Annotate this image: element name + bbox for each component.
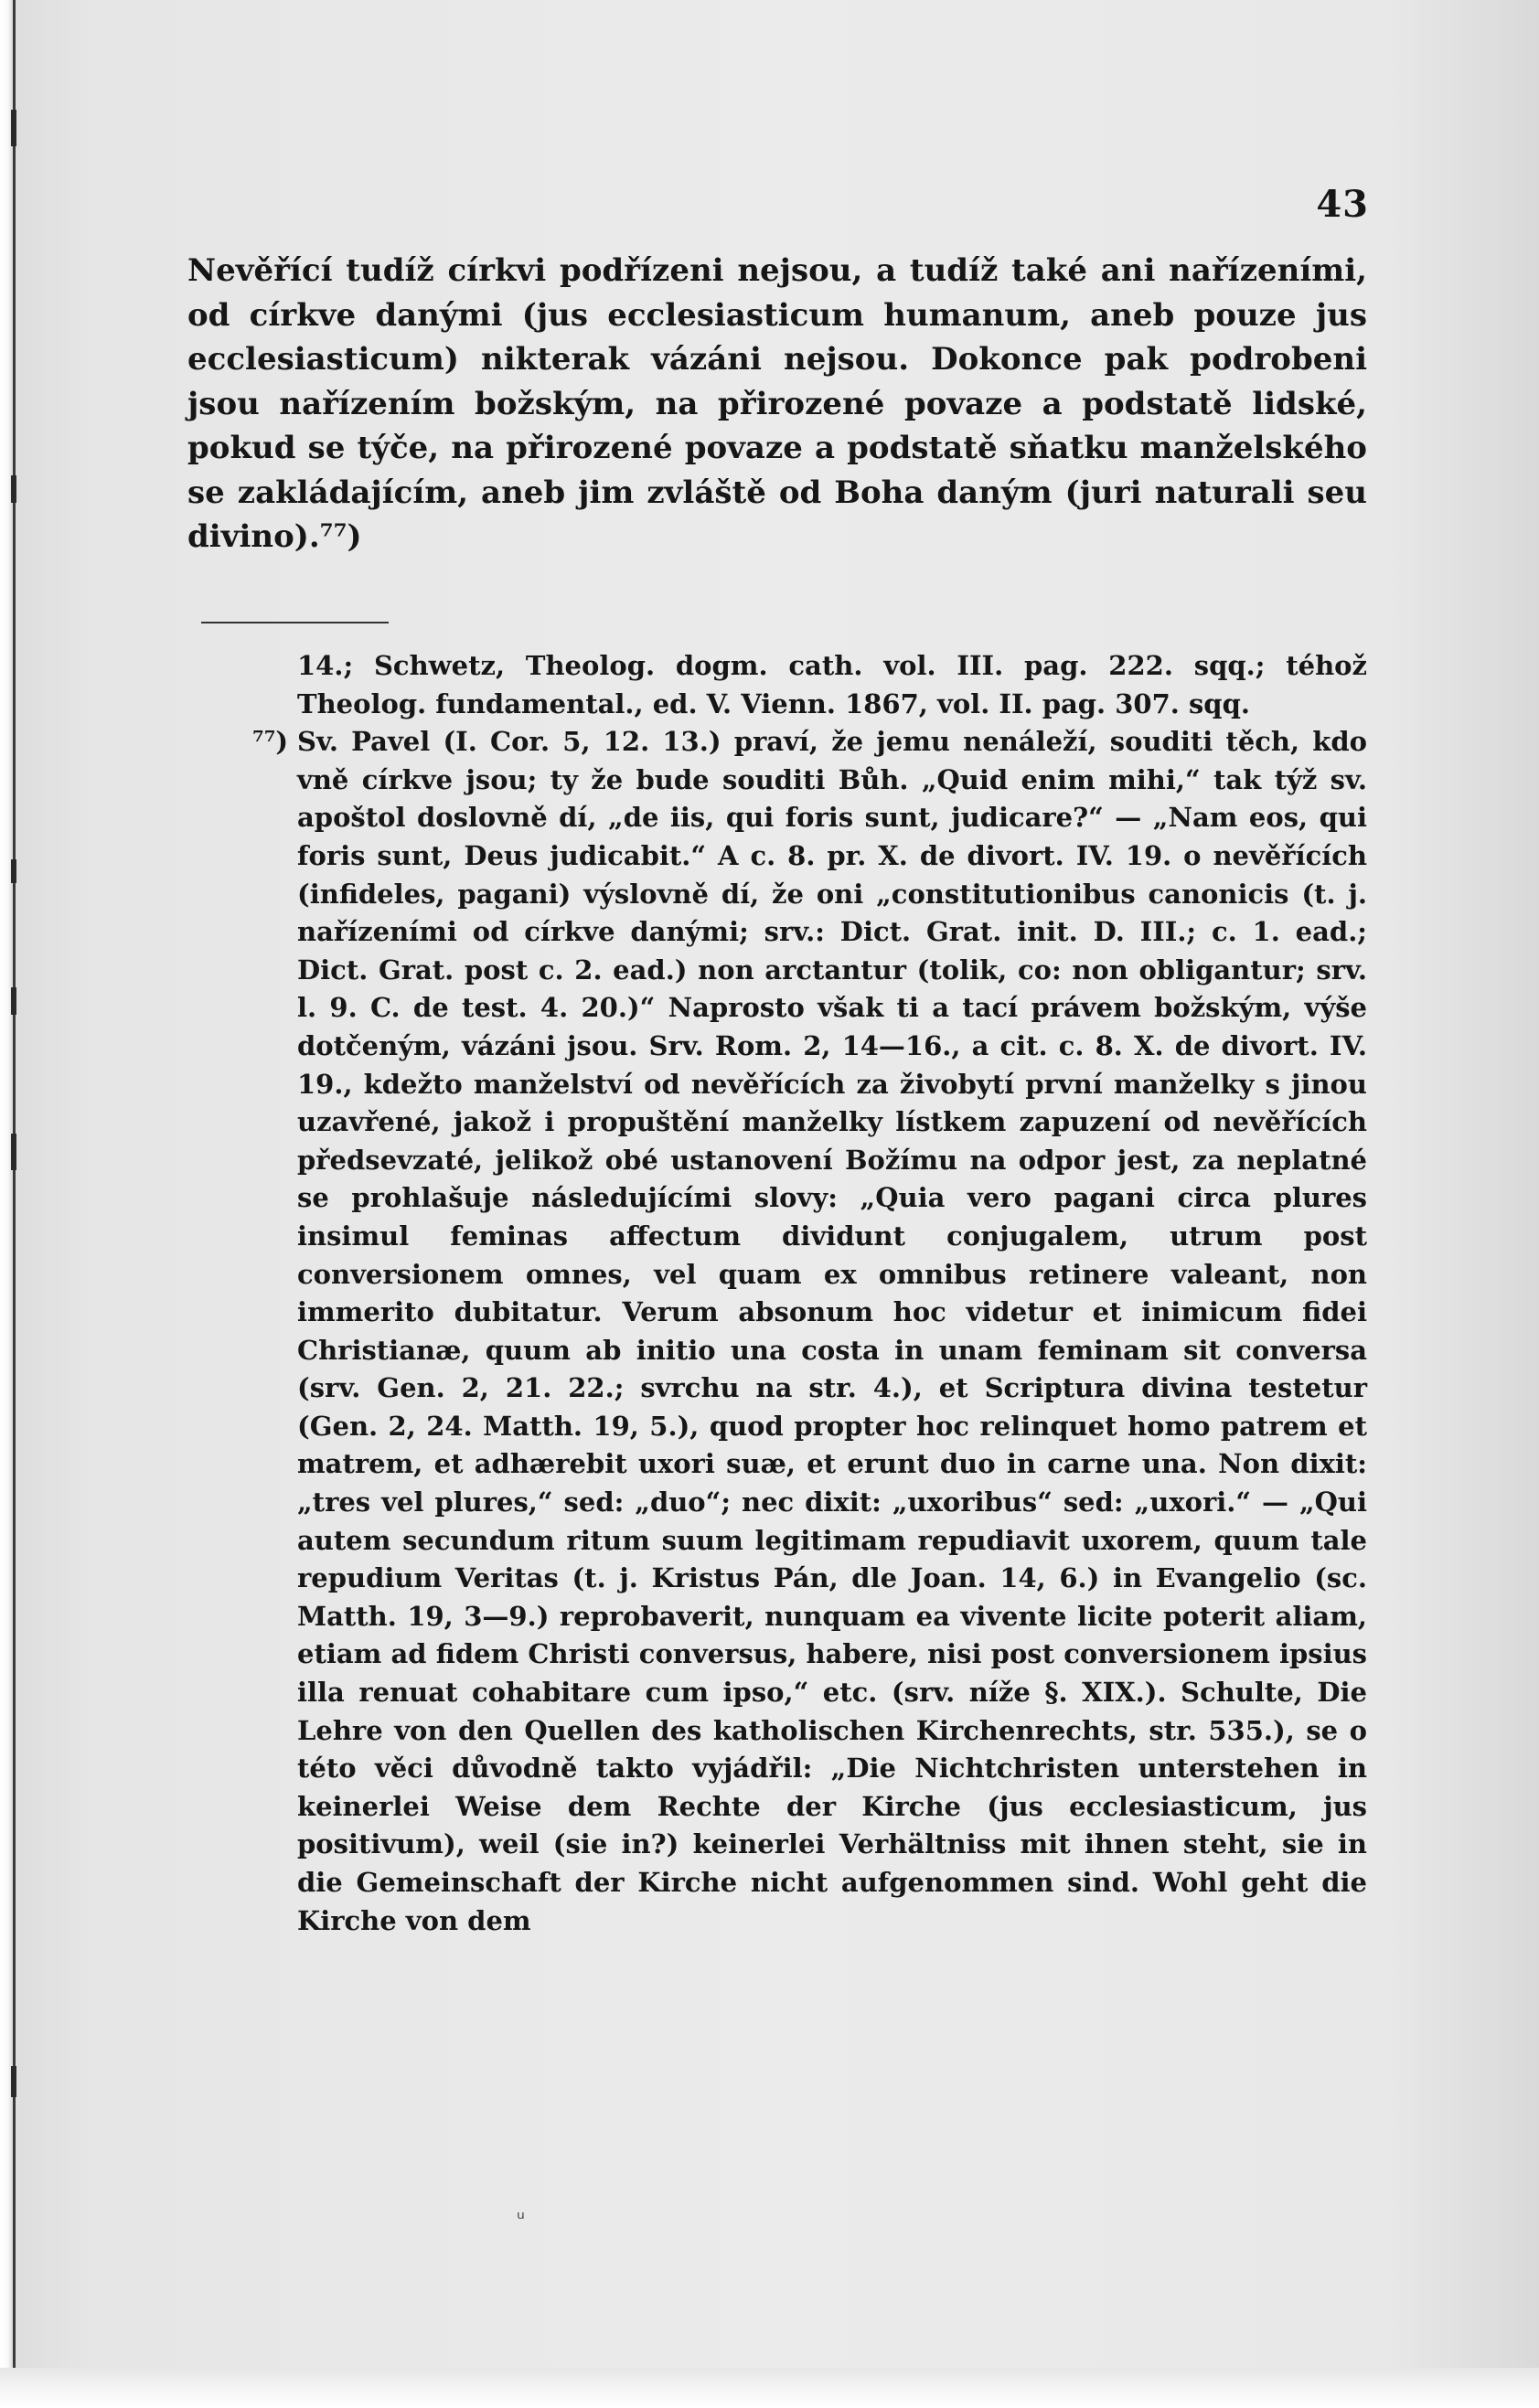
footnote-text: 14.; Schwetz, Theolog. dogm. cath. vol. III. pag. 222. sqq.; téhož Theolog. fundamental., ed. V. Vienn. 1867, vol. II. pag. 307. sqq. bbox=[297, 650, 1367, 719]
footnote-text: Sv. Pavel (I. Cor. 5, 12. 13.) praví, že jemu nenáleží, souditi těch, kdo vně církve jsou; ty že bude souditi Bůh. „Quid enim mihi,“ tak týž sv. apoštol doslovně dí, „de iis, qui foris sunt, judicare?“ — „Nam eos, qui foris sunt, Deus judicabit.“ A c. 8. pr. X. de divort. IV. 19. o nevěřících (infideles, pagani) výslovně dí, že oni „constitutionibus canonicis (t. j. nařízeními od církve danými; srv.: Dict. Grat. init. D. III.; c. 1. ead.; Dict. Grat. post c. 2. ead.) non arctantur (tolik, co: non obligantur; srv. l. 9. C. de test. 4. 20.)“ Naprosto však ti a tací právem božským, výše dotčeným, vázáni jsou. Srv. Rom. 2, 14—16., a cit. c. 8. X. de divort. IV. 19., kdežto manželství od nevěřících za živobytí první manželky s jinou uzavřené, jakož i propuštění manželky lístkem zapuzení od nevěřících předsevzaté, jelikož obé ustanovení Božímu na odpor jest, za neplatné se prohlašuje následujícími slovy: „Quia vero pagani circa plures insimul feminas affectum dividunt conjugalem, utrum post conversionem omnes, vel quam ex omnibus retinere valeant, non immerito dubitatur. Verum absonum hoc videtur et inimicum fidei Christianæ, quum ab initio una costa in unam feminam sit conversa (srv. Gen. 2, 21. 22.; svrchu na str. 4.), et Scriptura divina testetur (Gen. 2, 24. Matth. 19, 5.), quod propter hoc relinquet homo patrem et matrem, et adhærebit uxori suæ, et erunt duo in carne una. Non dixit: „tres vel plures,“ sed: „duo“; nec dixit: „uxoribus“ sed: „uxori.“ — „Qui autem secundum ritum suum legitimam repudiavit uxorem, quum tale repudium Veritas (t. j. Kristus Pán, dle Joan. 14, 6.) in Evangelio (sc. Matth. 19, 3—9.) reprobaverit, nunquam ea vivente licite poterit aliam, etiam ad fidem Christi conversus, habere, nisi post conversionem ipsius illa renuat cohabitare cum ipso,“ etc. (srv. níže §. XIX.). Schulte, Die Lehre von den Quellen des katholischen Kirchenrechts, str. 535.), se o této věci důvodně takto vyjádřil: „Die Nichtchristen unterstehen in keinerlei Weise dem Rechte der Kirche (jus ecclesiasticum, jus positivum), weil (sie in?) keinerlei Verhältniss mit ihnen steht, sie in die Gemeinschaft der Kirche nicht aufgenommen sind. Wohl geht die Kirche von dem bbox=[297, 726, 1367, 1936]
footnote-separator bbox=[201, 622, 389, 623]
footnotes bbox=[187, 647, 1367, 1940]
main-paragraph: Nevěřící tudíž církvi podřízeni nejsou, a tudíž také ani nařízeními, od církve danými (jus ecclesiasticum humanum, aneb pouze jus ecclesiasticum) nikterak vázáni nejsou. Dokonce pak podrobeni jsou nařízením božským, na přirozené povaze a podstatě lidské, pokud se týče, na přirozené povaze a podstatě sňatku manželského se zakládajícím, aneb jim zvláště od Boha daným (juri naturali seu divino).⁷⁷) bbox=[187, 252, 1367, 555]
page-number: 43 bbox=[1316, 183, 1369, 226]
footnote-77 bbox=[187, 723, 1367, 1940]
footnote-continued bbox=[187, 647, 1367, 723]
binding-line bbox=[13, 0, 16, 2408]
footer-mark: ᵘ bbox=[517, 2208, 525, 2231]
footnote-mark: ⁷⁷) bbox=[252, 726, 289, 758]
page-left-edge bbox=[0, 0, 13, 2408]
page-bottom-edge bbox=[0, 2368, 1539, 2408]
